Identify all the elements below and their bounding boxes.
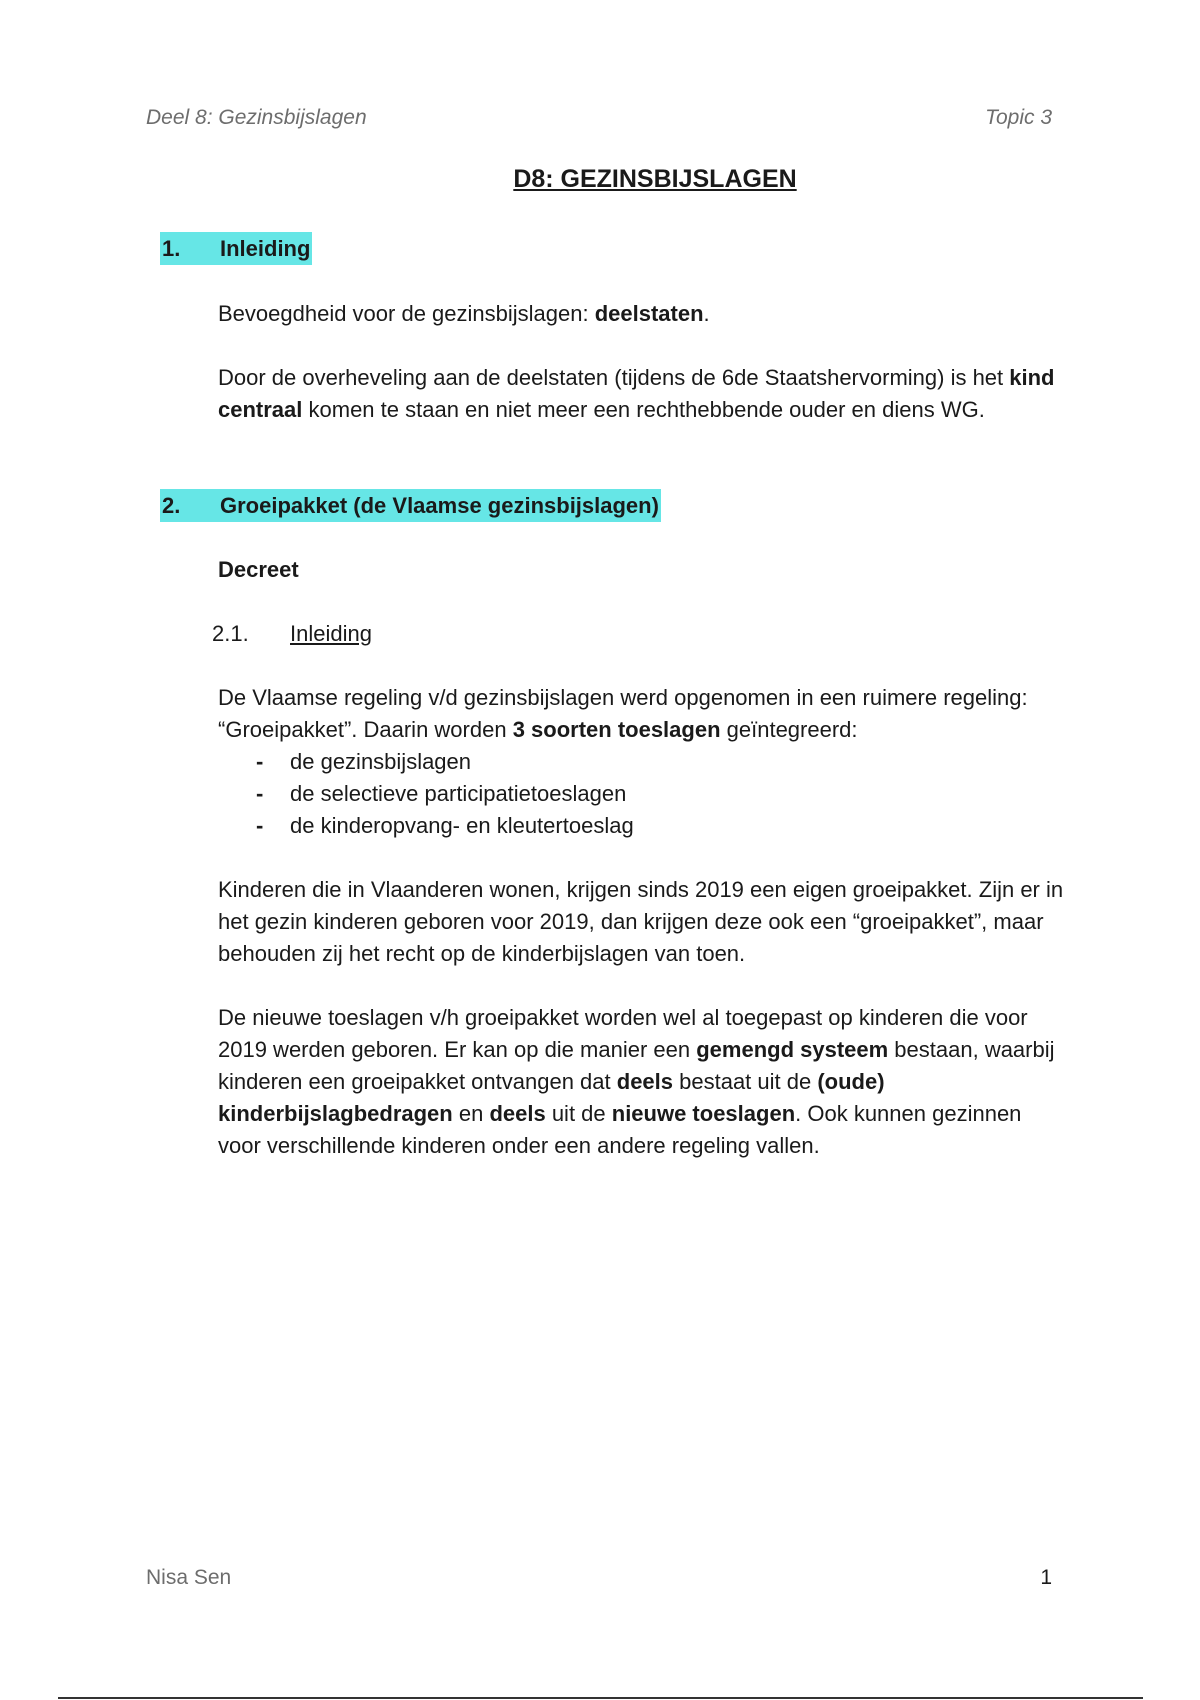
bold-text: (oude) kinderbijslagbedragen [218,1069,885,1126]
text-run: Bevoegdheid voor de gezinsbijslagen: [218,301,595,326]
subsection-heading-2-1 [212,618,372,650]
bold-text: deelstaten [594,301,704,326]
page-title: D8: GEZINSBIJSLAGEN [513,165,797,193]
list-item: - de selectieve participatietoeslagen [218,778,1068,810]
decree-heading: Decreet [218,557,299,582]
text-run: bestaan, waarbij kinderen een groeipakket ontvangen dat [218,1037,1055,1094]
section-number: 1. [162,235,181,261]
header-left: Deel 8: Gezinsbijslagen [146,106,367,129]
bottom-divider [58,1697,1143,1699]
text-run: geïntegreerd: [720,717,858,742]
section-heading-1 [160,232,312,265]
text-run: . [703,301,710,326]
text-run: uit de [545,1101,612,1126]
list-item: - de gezinsbijslagen [218,746,1068,778]
paragraph-nieuwe-toeslagen [218,1002,1068,1162]
text-run: komen te staan en niet meer een rechthebbende ouder en diens WG. [302,397,985,422]
footer-author: Nisa Sen [146,1566,232,1589]
bold-text: kind centraal [218,365,1055,422]
bold-text: 3 soorten toeslagen [512,717,721,742]
paragraph-kinderen: Kinderen die in Vlaanderen wonen, krijgen sinds 2019 een eigen groeipakket. Zijn er in het gezin kinderen geboren voor 2019, dan krijgen deze ook een “groeipakket”, maar behouden zij het recht op de kinderbijslagen van toen. [218,877,1064,966]
paragraph-groeipakket [218,682,1068,842]
subsection-number: 2.1. [212,621,249,646]
section-heading-2 [160,489,661,522]
text-run: Door de overheveling aan de deelstaten (tijdens de 6de Staatshervorming) is het [218,365,1010,390]
text-run: . Ook kunnen gezinnen voor verschillende kinderen onder een andere regeling vallen. [218,1101,1022,1158]
bold-text: deels [616,1069,674,1094]
text-run: bestaat uit de [673,1069,818,1094]
text-run: en [452,1101,490,1126]
bold-text: deels [489,1101,546,1126]
bold-text: gemengd systeem [696,1037,889,1062]
section-number: 2. [162,492,181,518]
section-label: Inleiding [220,235,311,261]
subsection-label: Inleiding [290,621,372,646]
header-right: Topic 3 [985,106,1052,129]
text-run: De nieuwe toeslagen v/h groeipakket worden wel al toegepast op kinderen die voor 2019 werden geboren. Er kan op die manier een [218,1005,1028,1062]
list-item: - de kinderopvang- en kleutertoeslag [218,810,1068,842]
toeslagen-list [218,746,1068,842]
paragraph-bevoegdheid [218,298,1068,330]
text-run: De Vlaamse regeling v/d gezinsbijslagen werd opgenomen in een ruimere regeling: “Groeipakket”. Daarin worden [218,685,1028,742]
page-number: 1 [1040,1566,1052,1589]
section-label: Groeipakket (de Vlaamse gezinsbijslagen) [220,492,659,518]
bold-text: nieuwe toeslagen [611,1101,796,1126]
paragraph-overheveling [218,362,1068,426]
